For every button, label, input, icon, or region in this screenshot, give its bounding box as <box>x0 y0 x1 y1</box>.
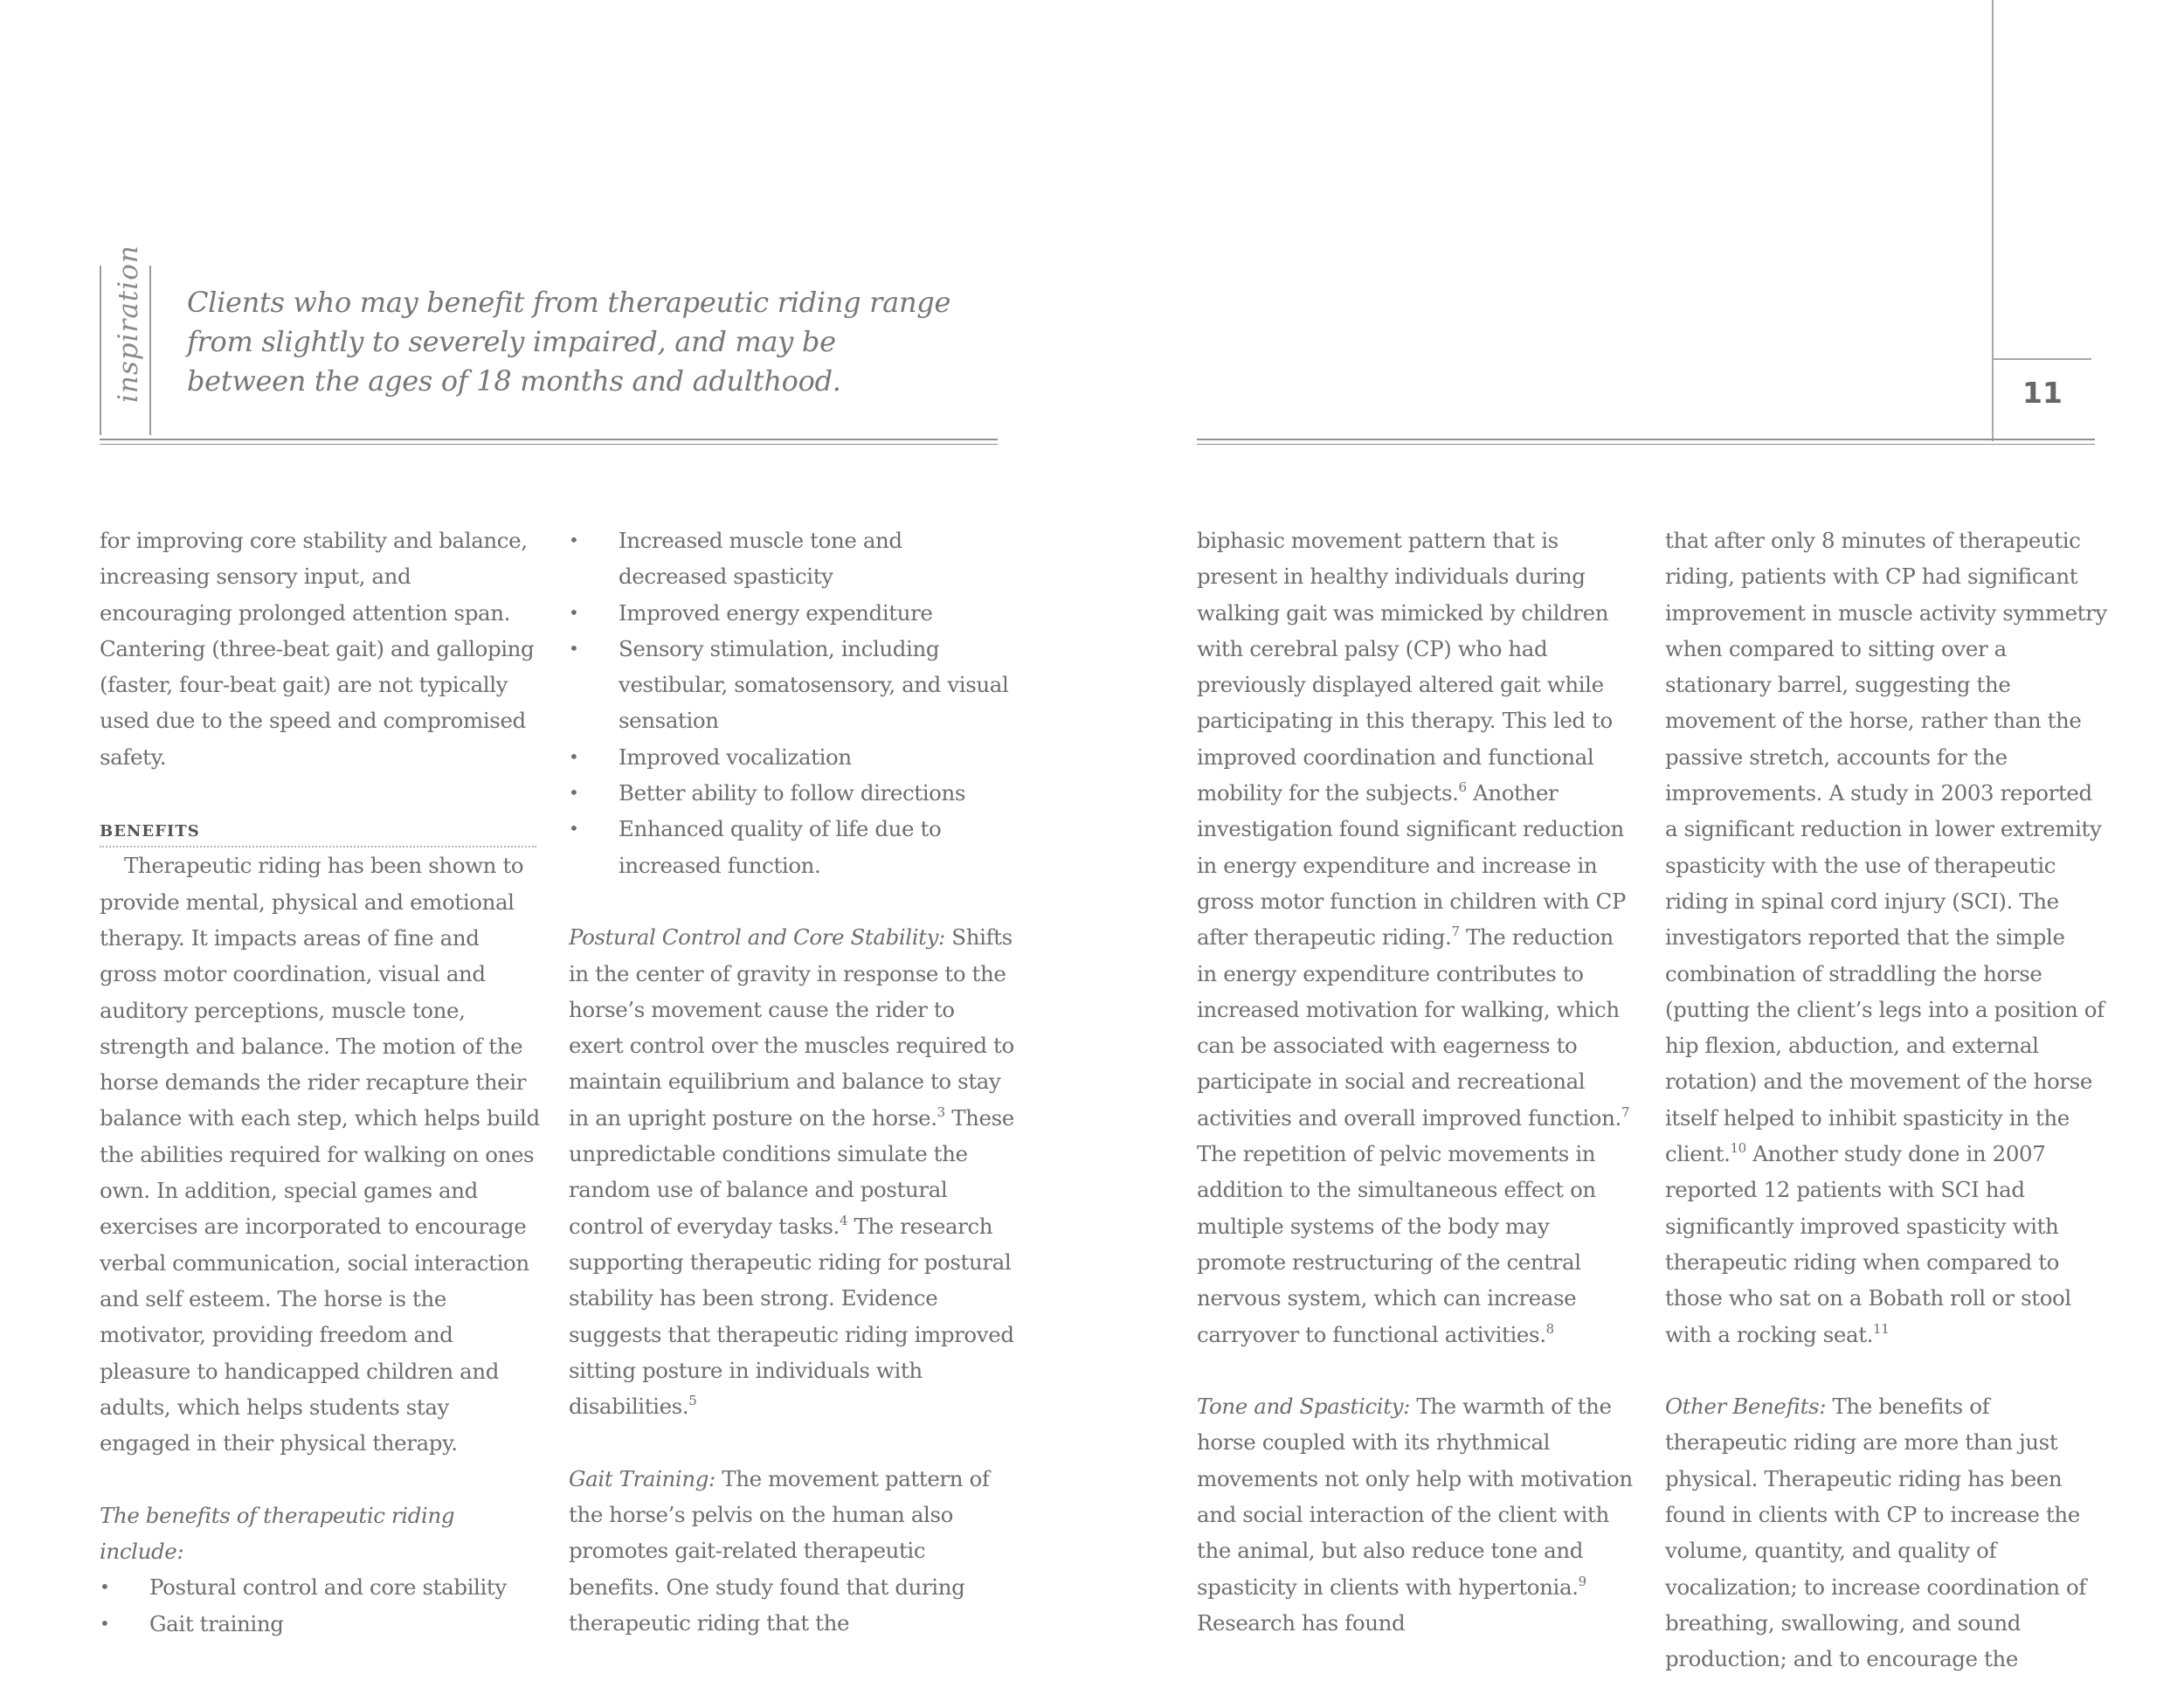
subheading: Other Benefits: <box>1665 1394 1827 1420</box>
text: The movement pattern of the horse’s pelvis on the human also promotes gait-related therapeutic benefits. One study found that during therapeutic riding that the <box>569 1465 990 1636</box>
text: biphasic movement pattern that is present in healthy individuals during walking gait was mimicked by children with cerebral palsy (CP) who had previously displayed altered gait while participating in this therapy. This led to improved coordination and functional mobility for the subjects. <box>1197 528 1613 806</box>
sidebar-rule-left <box>100 266 101 435</box>
paragraph: Therapeutic riding has been shown to provide mental, physical and emotional therapy. It impacts areas of fine and gross motor coordination, visual and auditory perceptions, muscle tone, strength and balance. The motion of the horse demands the rider recapture their balance with each step, which helps build the abilities required for walking on ones own. In addition, special games and exercises are incorporated to encourage verbal communication, social interaction and self esteem. The horse is the motivator, providing freedom and pleasure to handicapped children and adults, which helps students stay engaged in their physical therapy. <box>100 853 540 1456</box>
footnote-ref: 7 <box>1451 924 1460 940</box>
text: The research supporting therapeutic riding for postural stability has been strong. Evidence suggests that therapeutic riding improved sitting posture in individuals with disabilities. <box>569 1213 1014 1420</box>
footnote-ref: 6 <box>1458 779 1467 796</box>
footnote-ref: 11 <box>1873 1320 1890 1337</box>
list-item: • Postural control and core stability <box>100 1569 542 1605</box>
text: Another study done in 2007 reported 12 patients with SCI had significantly improved spasticity with therapeutic riding when compared to those who sat on a Bobath roll or stool with a rocking seat. <box>1665 1141 2071 1347</box>
paragraph-gait-continued <box>1197 522 1639 1352</box>
subheading: Postural Control and Core Stability: <box>569 924 945 951</box>
header-rule-left-bottom <box>100 444 998 445</box>
list-item: • Sensory stimulation, including vestibular, somatosensory, and visual sensation <box>569 631 1014 739</box>
paragraph-tone-continued <box>1665 522 2111 1352</box>
text: The repetition of pelvic movements in addition to the simultaneous effect on multiple systems of the body may promote restructuring of the central nervous system, which can increase carryover to functional activities. <box>1197 1141 1596 1347</box>
footnote-ref: 4 <box>839 1212 848 1228</box>
text: The warmth of the horse coupled with its rhythmical movements not only help with motivation and social interaction of the client with the animal, but also reduce tone and spasticity in clients with hypertonia. <box>1197 1394 1633 1600</box>
benefits-list-continued <box>569 522 1014 883</box>
column-2 <box>569 522 1014 1641</box>
text: These unpredictable conditions simulate the random use of balance and postural control of everyday tasks. <box>569 1104 1014 1239</box>
header-rule-left-top <box>100 439 998 440</box>
list-title: The benefits of therapeutic riding include: <box>100 1502 455 1565</box>
footnote-ref: 3 <box>936 1103 945 1120</box>
text: Shifts in the center of gravity in response to the horse’s movement cause the rider to exert control over the muscles required to maintain equilibrium and balance to stay in an upright posture on the horse. <box>569 924 1014 1131</box>
paragraph-other <box>1665 1388 2111 1677</box>
text: Research has found <box>1197 1609 1406 1636</box>
column-4 <box>1665 522 2111 1678</box>
list-item: • Gait training <box>100 1606 542 1642</box>
footnote-ref: 7 <box>1621 1103 1630 1120</box>
text: that after only 8 minutes of therapeutic riding, patients with CP had significant improvement in muscle activity symmetry when compared to sitting over a stationary barrel, suggesting the movement of the horse, rather than the passive stretch, accounts for the improvements. A study in 2003 reported a significant reduction in lower extremity spasticity with the use of therapeutic riding in spinal cord injury (SCI). The investigators reported that the simple combination of straddling the horse (putting the client’s legs into a position of hip flexion, abduction, and external rotation) and the movement of the horse itself helped to inhibit spasticity in the client. <box>1665 528 2107 1167</box>
footnote-ref: 9 <box>1578 1573 1586 1589</box>
section-heading: BENEFITS <box>100 818 536 847</box>
list-item: • Better ability to follow directions <box>569 775 1014 811</box>
column-1 <box>100 522 542 1642</box>
benefits-list <box>100 1569 542 1642</box>
text: The benefits of therapeutic riding are more than just physical. Therapeutic riding has been found in clients with CP to increase the volume, quantity, and quality of vocalization; to increase coordination of breathing, swallowing, and sound production; and to encourage the <box>1665 1394 2087 1672</box>
paragraph-postural <box>569 919 1014 1424</box>
paragraph-tone <box>1197 1388 1639 1641</box>
pull-quote: Clients who may benefit from therapeutic riding range from slightly to severely impaired, and may be between the ages of 18 months and adulthood. <box>187 286 951 398</box>
footnote-ref: 10 <box>1730 1140 1746 1157</box>
list-item: • Improved vocalization <box>569 739 1014 775</box>
list-item: • Enhanced quality of life due to increased function. <box>569 811 1014 883</box>
text: The reduction in energy expenditure contributes to increased motivation for walking, which can be associated with eagerness to participate in social and recreational activities and overall improved function. <box>1197 924 1621 1131</box>
footnote-ref: 8 <box>1545 1320 1554 1337</box>
header-rule-right-bottom <box>1197 444 2095 445</box>
list-item: • Increased muscle tone and decreased spasticity <box>569 522 1014 595</box>
sidebar-rule-right <box>149 266 151 435</box>
text: Another investigation found significant reduction in energy expenditure and increase in gross motor function in children with CP after therapeutic riding. <box>1197 780 1626 951</box>
header-rule-right-top <box>1197 439 2095 440</box>
paragraph-gait <box>569 1461 1014 1641</box>
list-item: • Improved energy expenditure <box>569 595 1014 631</box>
page-number: 11 <box>2022 376 2063 410</box>
paragraph: for improving core stability and balance, increasing sensory input, and encouraging prolonged attention span. Cantering (three-beat gait) and galloping (faster, four-beat gait) are not typically used due to the speed and compromised safety. <box>100 528 535 770</box>
footnote-ref: 5 <box>688 1393 697 1409</box>
subheading: Gait Training: <box>569 1465 715 1491</box>
column-3 <box>1197 522 1639 1641</box>
page-number-box-top <box>1992 358 2091 360</box>
section-tag: inspiration <box>113 245 144 403</box>
subheading: Tone and Spasticity: <box>1197 1394 1410 1420</box>
